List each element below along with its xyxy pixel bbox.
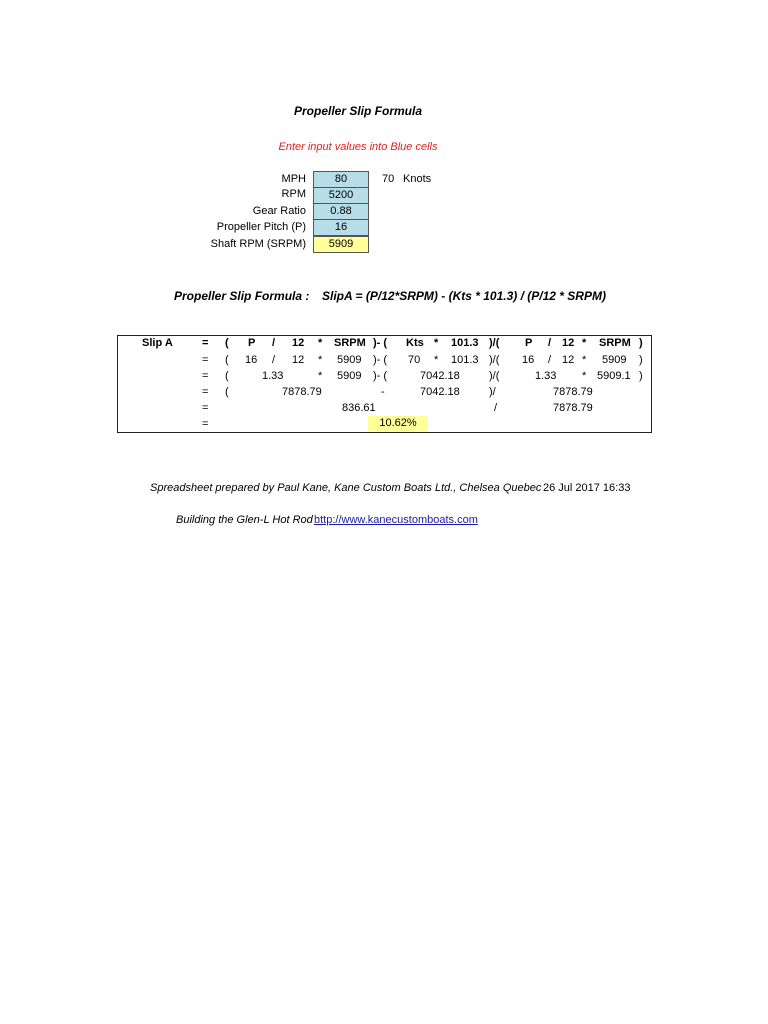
rpm-input[interactable]: 5200 [313, 187, 369, 204]
building-text: Building the Glen-L Hot Rod : [176, 514, 319, 526]
row3-close: ) [639, 370, 643, 382]
row1-12b: 12 [562, 337, 575, 349]
row3-a: 1.33 [262, 370, 284, 382]
row2-kts: 70 [408, 354, 421, 366]
formula-expression: SlipA = (P/12*SRPM) - (Kts * 101.3) / (P/12 * SRPM) [322, 289, 606, 303]
row3-srpm: 5909 [337, 370, 362, 382]
row1-srpm2: SRPM [599, 337, 631, 349]
knots-value: 70 [382, 173, 395, 185]
row1-kts: Kts [406, 337, 424, 349]
row1-open: ( [225, 337, 229, 349]
row1-srpm: SRPM [334, 337, 366, 349]
rpm-label: RPM [281, 188, 306, 200]
website-link[interactable]: http://www.kanecustomboats.com [314, 514, 478, 526]
row2-mul2: * [434, 354, 439, 366]
row2-mul3: * [582, 354, 587, 366]
row3-mul3: * [582, 370, 587, 382]
row1-div2: / [548, 337, 552, 349]
instruction-text: Enter input values into Blue cells [278, 141, 438, 153]
row1-mul: * [318, 337, 323, 349]
row1-p: P [248, 337, 256, 349]
row3-mid: )- ( [373, 370, 388, 382]
row2-mid: )- ( [373, 354, 388, 366]
row2-srpm: 5909 [337, 354, 362, 366]
mph-input[interactable]: 80 [313, 171, 369, 188]
row2-div: / [272, 354, 276, 366]
row4-open: ( [225, 386, 229, 398]
gear-ratio-input[interactable]: 0.88 [313, 203, 369, 220]
row1-eq: = [202, 337, 209, 349]
row1-1013: 101.3 [451, 337, 479, 349]
row2-12b: 12 [562, 354, 575, 366]
row6-eq: = [202, 418, 209, 430]
row4-minus: - [381, 386, 385, 398]
row2-srpm2: 5909 [602, 354, 627, 366]
row2-p: 16 [245, 354, 258, 366]
gear-ratio-label: Gear Ratio [252, 205, 306, 217]
row5-eq: = [202, 402, 209, 414]
knots-label: Knots [403, 173, 432, 185]
row4-d: 7878.79 [553, 386, 593, 398]
row3-mul: * [318, 370, 323, 382]
row4-b: 7042.18 [420, 386, 460, 398]
row3-open: ( [225, 370, 229, 382]
page-title: Propeller Slip Formula [293, 104, 423, 118]
row1-div: / [272, 337, 276, 349]
date-text: 26 Jul 2017 16:33 [543, 482, 631, 494]
row1-p2: P [525, 337, 533, 349]
srpm-value: 5909 [313, 236, 369, 253]
row1-12: 12 [292, 337, 305, 349]
row2-mul: * [318, 354, 323, 366]
row2-div2: / [548, 354, 552, 366]
row5-sep: / [494, 402, 498, 414]
row3-sep: )/( [489, 370, 500, 382]
row2-open: ( [225, 354, 229, 366]
formula-label: Propeller Slip Formula : [174, 289, 310, 303]
pitch-label: Propeller Pitch (P) [216, 221, 306, 233]
row1-mid: )- ( [373, 337, 388, 349]
row1-sep: )/( [489, 337, 500, 349]
row1-mul3: * [582, 337, 587, 349]
row5-a: 836.61 [342, 402, 376, 414]
row1-close: ) [639, 337, 643, 349]
row3-srpm2: 5909.1 [597, 370, 631, 382]
row3-eq: = [202, 370, 209, 382]
row2-12: 12 [292, 354, 305, 366]
srpm-label: Shaft RPM (SRPM) [210, 238, 306, 250]
row3-b: 7042.18 [420, 370, 460, 382]
pitch-input[interactable]: 16 [313, 219, 369, 236]
row2-sep: )/( [489, 354, 500, 366]
row1-mul2: * [434, 337, 439, 349]
row2-1013: 101.3 [451, 354, 479, 366]
prepared-by-text: Spreadsheet prepared by Paul Kane, Kane Custom Boats Ltd., Chelsea Quebec [150, 482, 542, 494]
mph-label: MPH [281, 173, 306, 185]
slip-result: 10.62% [368, 416, 428, 431]
slip-a-label: Slip A [142, 337, 173, 349]
row2-close: ) [639, 354, 643, 366]
row4-eq: = [202, 386, 209, 398]
row5-d: 7878.79 [553, 402, 593, 414]
row2-eq: = [202, 354, 209, 366]
row4-a: 7878.79 [282, 386, 322, 398]
row3-a2: 1.33 [535, 370, 557, 382]
row2-p2: 16 [522, 354, 535, 366]
row4-sep: )/ [489, 386, 496, 398]
